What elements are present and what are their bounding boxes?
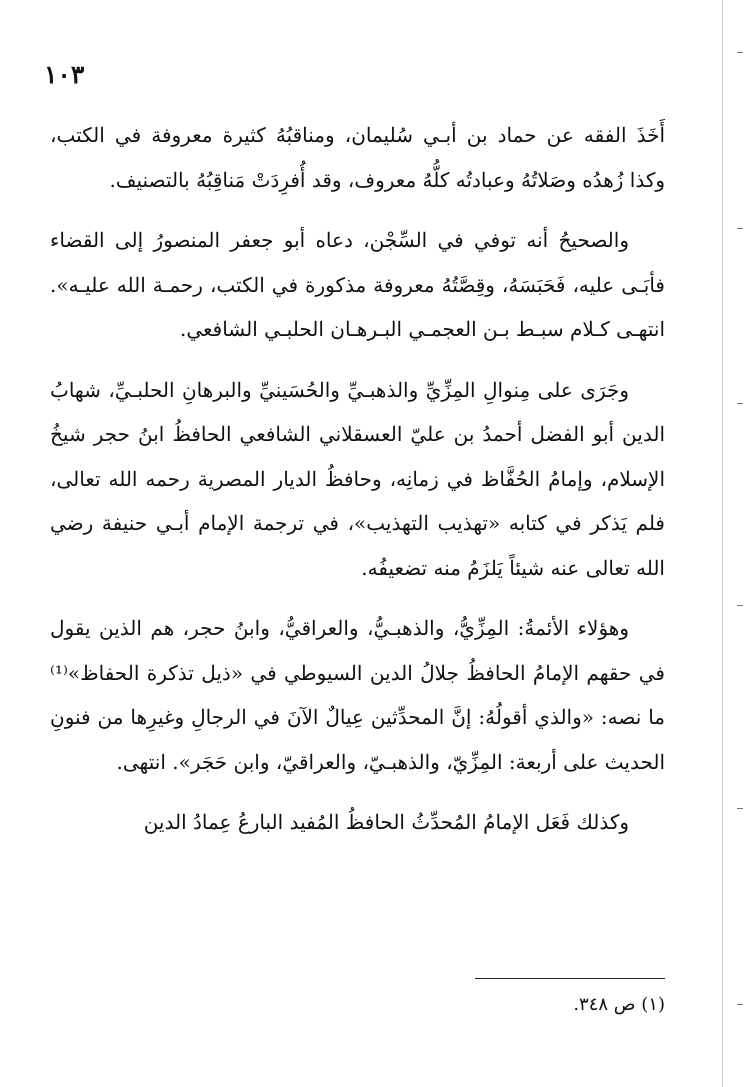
page-edge-line [722, 0, 723, 1087]
margin-tick [737, 605, 743, 606]
paragraph: وكذلك فَعَل الإمامُ المُحدِّثُ الحافظُ المُفيد البارعُ عِمادُ الدين [143, 810, 629, 834]
paragraph: وهؤلاء الأئمةُ: المِزِّيُّ، والذهبـيُّ، والعراقيُّ، وابنُ حجر، هم الذين يقول في حقهم الإمامُ الحافظُ جلالُ الدين السيوطي في «ذيل تذكرة الحفاظ»⁽¹⁾ ما نصه: «والذي أقولُهُ: إنَّ المحدِّثين عِيالٌ الآنَ في الرجالِ وغيرِها من فنونِ الحديث على أربعة: المِزِّيّ، والذهبـيّ، والعراقيّ، وابن حَجَر». انتهى. [50, 616, 665, 774]
paragraph: وجَرَى على مِنوالِ المِزِّيِّ والذهبـيِّ والحُسَينيِّ والبرهانِ الحلبـيِّ، شهابُ الدين أبو الفضل أحمدُ بن عليّ العسقلاني الشافعي الحافظُ ابنُ حجر شيخُ الإسلام، وإمامُ الحُفَّاظ في زمانِه، وحافظُ الديار المصرية رحمه الله تعالى، فلم يَذكر في كتابه «تهذيب التهذيب»، في ترجمة الإمام أبـي حنيفة رضي الله تعالى عنه شيئاً يَلزَمُ منه تضعيفُه. [50, 377, 666, 580]
margin-tick [737, 1004, 743, 1005]
margin-tick [737, 403, 743, 404]
paragraph: والصحيحُ أنه توفي في السِّجْن، دعاه أبو جعفر المنصورُ إلى القضاء فأبَـى عليه، فَحَبَسَهُ، وقِصَّتُهُ معروفة مذكورة في الكتب، رحمـة الله عليـه». انتهـى كـلام سبـط بـن العجمـي البـرهـان الحلبـي الشافعي. [50, 228, 665, 341]
paragraph: أَخَذَ الفقه عن حماد بن أبـي سُليمان، ومناقبُهُ كثيرة معروفة في الكتب، وكذا زُهدُه وصَلاتُهُ وعبادتُه كلُّهُ معروف، وقد أُفرِدَتْ مَناقِبُهُ بالتصنيف. [50, 123, 665, 192]
footnote-divider [475, 978, 665, 979]
body-text [50, 113, 665, 861]
margin-tick [737, 228, 743, 229]
page-number: ١٠٣ [44, 60, 85, 89]
footnote: (١) ص ٣٤٨. [573, 994, 665, 1015]
margin-tick [737, 52, 743, 53]
margin-tick [737, 808, 743, 809]
